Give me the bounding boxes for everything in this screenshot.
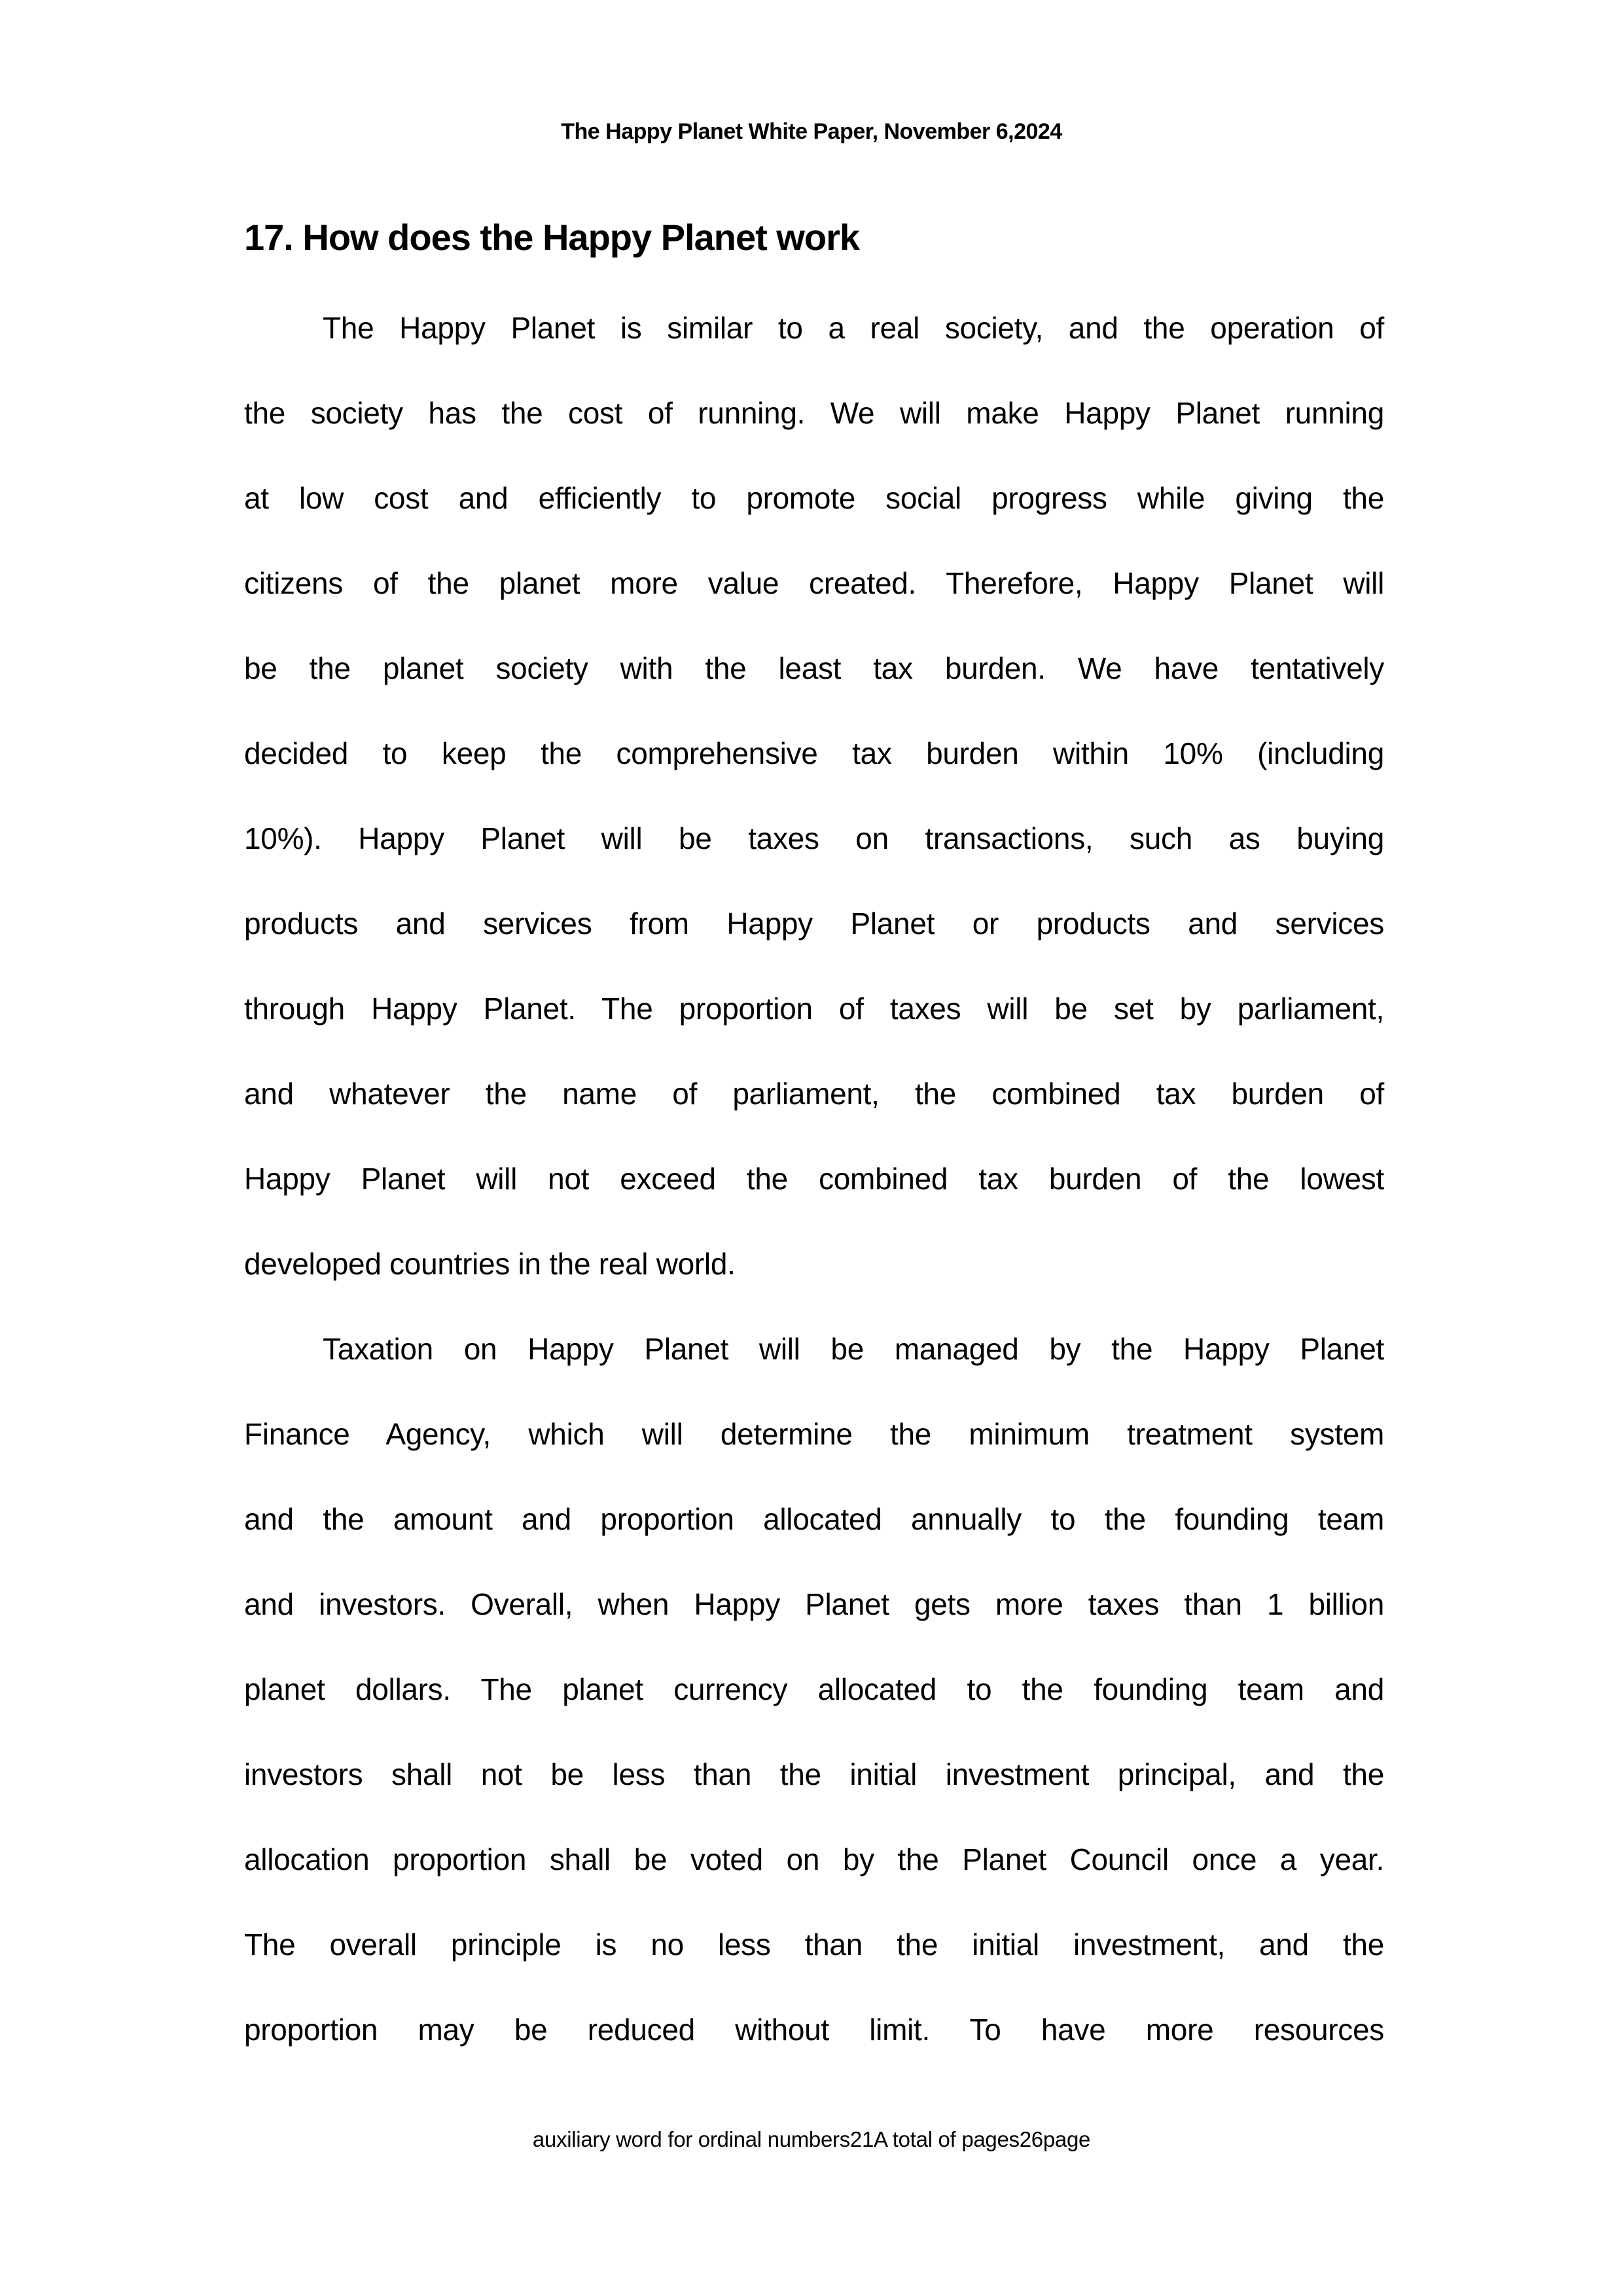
- text-line: Finance Agency, which will determine the minimum treatment system: [244, 1417, 1384, 1451]
- text-line: and whatever the name of parliament, the combined tax burden of: [244, 1077, 1384, 1111]
- document-body: [244, 285, 1384, 2072]
- text-line: be the planet society with the least tax burden. We have tentatively: [244, 651, 1384, 685]
- text-line: The Happy Planet is similar to a real society, and the operation of: [323, 311, 1384, 345]
- page-header: The Happy Planet White Paper, November 6,2024: [561, 119, 1062, 144]
- paragraph-2: [244, 1306, 1384, 2072]
- text-line: citizens of the planet more value created. Therefore, Happy Planet will: [244, 566, 1384, 600]
- paragraph-1: [244, 285, 1384, 1306]
- text-line: decided to keep the comprehensive tax burden within 10% (including: [244, 736, 1384, 770]
- text-line: Taxation on Happy Planet will be managed by the Happy Planet: [323, 1332, 1384, 1366]
- text-line: investors shall not be less than the initial investment principal, and the: [244, 1757, 1384, 1791]
- text-line: The overall principle is no less than the initial investment, and the: [244, 1928, 1384, 1962]
- text-line: at low cost and efficiently to promote social progress while giving the: [244, 481, 1384, 515]
- text-line: the society has the cost of running. We will make Happy Planet running: [244, 396, 1384, 430]
- text-line: and the amount and proportion allocated annually to the founding team: [244, 1502, 1384, 1536]
- text-line: allocation proportion shall be voted on by the Planet Council once a year.: [244, 1842, 1384, 1876]
- section-heading: 17. How does the Happy Planet work: [244, 217, 860, 258]
- text-line: Happy Planet will not exceed the combined tax burden of the lowest: [244, 1162, 1384, 1196]
- text-line: proportion may be reduced without limit. To have more resources: [244, 2013, 1384, 2047]
- text-line: through Happy Planet. The proportion of taxes will be set by parliament,: [244, 992, 1384, 1026]
- text-line: products and services from Happy Planet or products and services: [244, 906, 1384, 941]
- text-line: and investors. Overall, when Happy Planet gets more taxes than 1 billion: [244, 1587, 1384, 1621]
- text-line: 10%). Happy Planet will be taxes on transactions, such as buying: [244, 821, 1384, 855]
- page-footer: auxiliary word for ordinal numbers21A total of pages26page: [532, 2127, 1091, 2151]
- text-line: developed countries in the real world.: [244, 1247, 736, 1281]
- text-line: planet dollars. The planet currency allocated to the founding team and: [244, 1672, 1384, 1706]
